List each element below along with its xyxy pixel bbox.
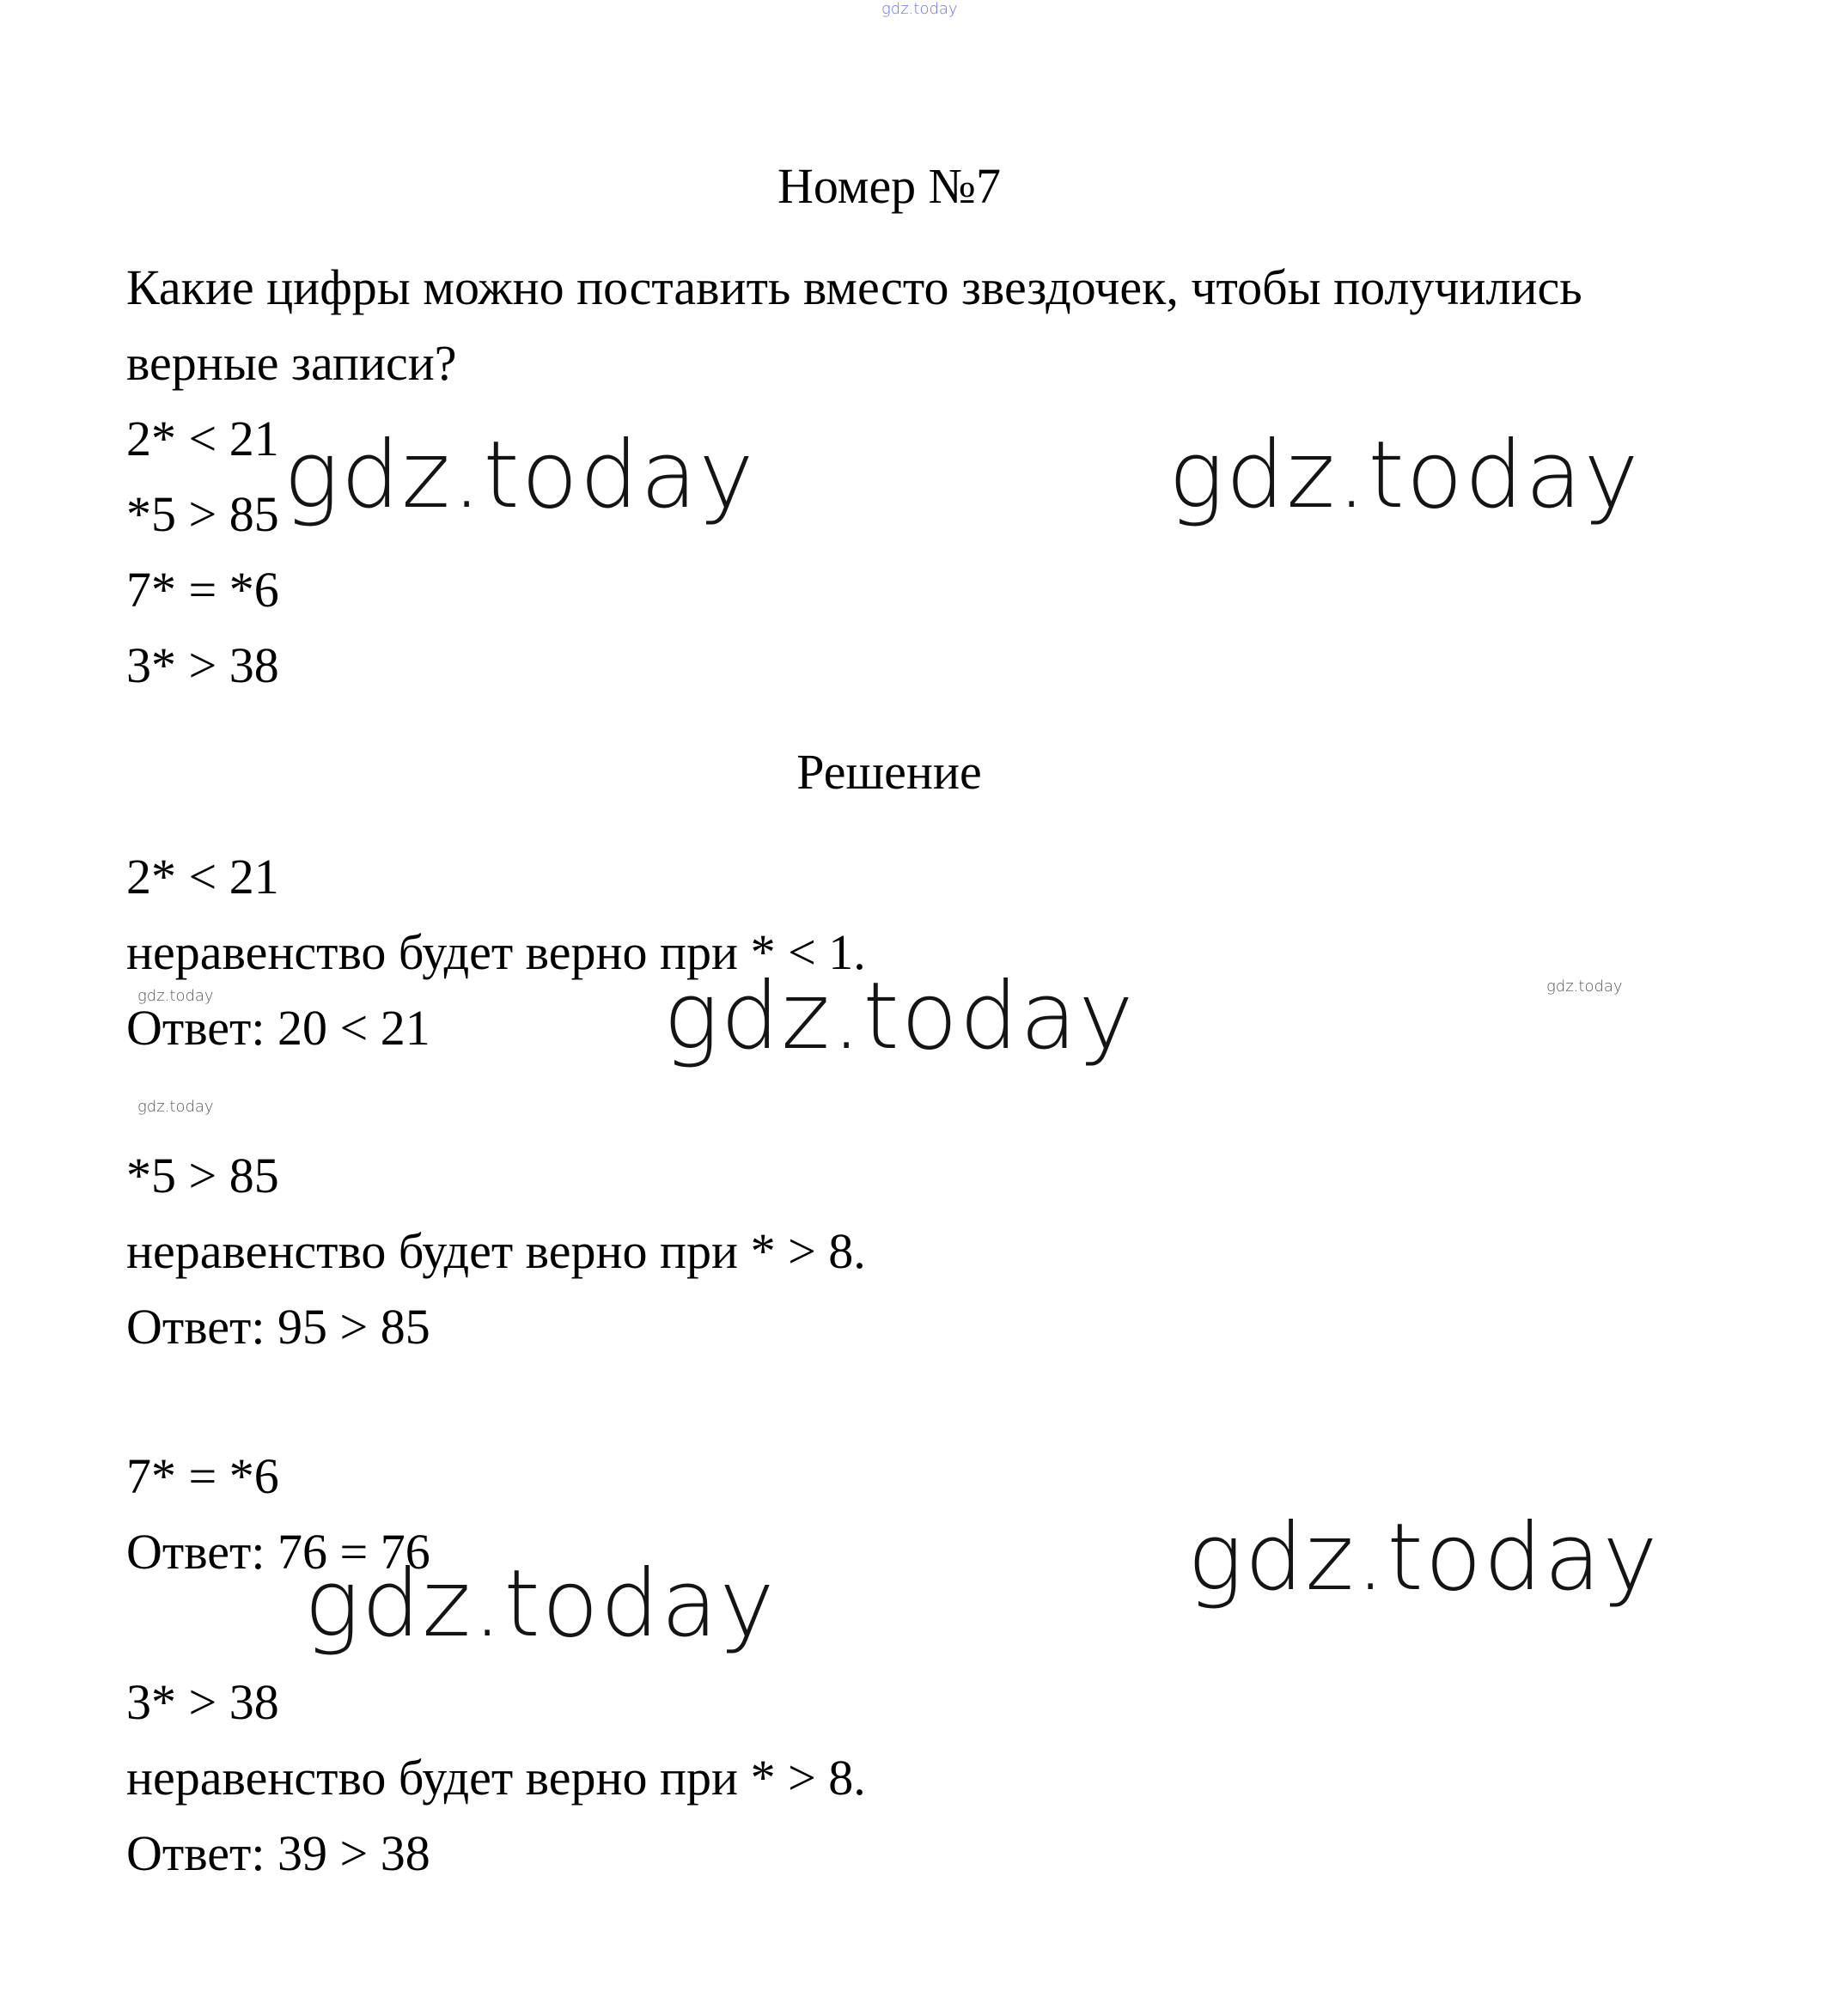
solution-1-note: неравенство будет верно при * < 1. [126,924,866,980]
solution-4-expr: 3* > 38 [126,1674,279,1730]
solution-3-answer: Ответ: 76 = 76 [126,1524,430,1580]
task-4: 3* > 38 [126,637,279,693]
watermark-top: gdz.today [881,0,958,18]
page-title: Номер №7 [777,158,1002,214]
watermark-small-3: gdz.today [137,1098,214,1116]
solution-4-note: неравенство будет верно при * > 8. [126,1750,866,1806]
task-2: *5 > 85 [126,486,279,542]
watermark-3: gdz.today [663,963,1136,1070]
watermark-5: gdz.today [304,1550,777,1658]
question-line-1: Какие цифры можно поставить вместо звездочек, чтобы получились [126,259,1582,315]
solution-2-note: неравенство будет верно при * > 8. [126,1223,866,1279]
watermark-2: gdz.today [1168,422,1641,529]
watermark-1: gdz.today [284,422,756,529]
solution-2-answer: Ответ: 95 > 85 [126,1299,430,1355]
solution-1-answer: Ответ: 20 < 21 [126,1000,430,1056]
watermark-small-2: gdz.today [1546,978,1623,996]
solution-3-expr: 7* = *6 [126,1448,279,1504]
watermark-4: gdz.today [1187,1504,1660,1611]
question-line-2: верные записи? [126,335,457,391]
solution-heading: Решение [796,744,982,800]
solution-4-answer: Ответ: 39 > 38 [126,1825,430,1881]
task-1: 2* < 21 [126,411,279,466]
task-3: 7* = *6 [126,562,279,618]
solution-2-expr: *5 > 85 [126,1148,279,1203]
watermark-small-1: gdz.today [137,987,214,1005]
solution-1-expr: 2* < 21 [126,849,279,904]
